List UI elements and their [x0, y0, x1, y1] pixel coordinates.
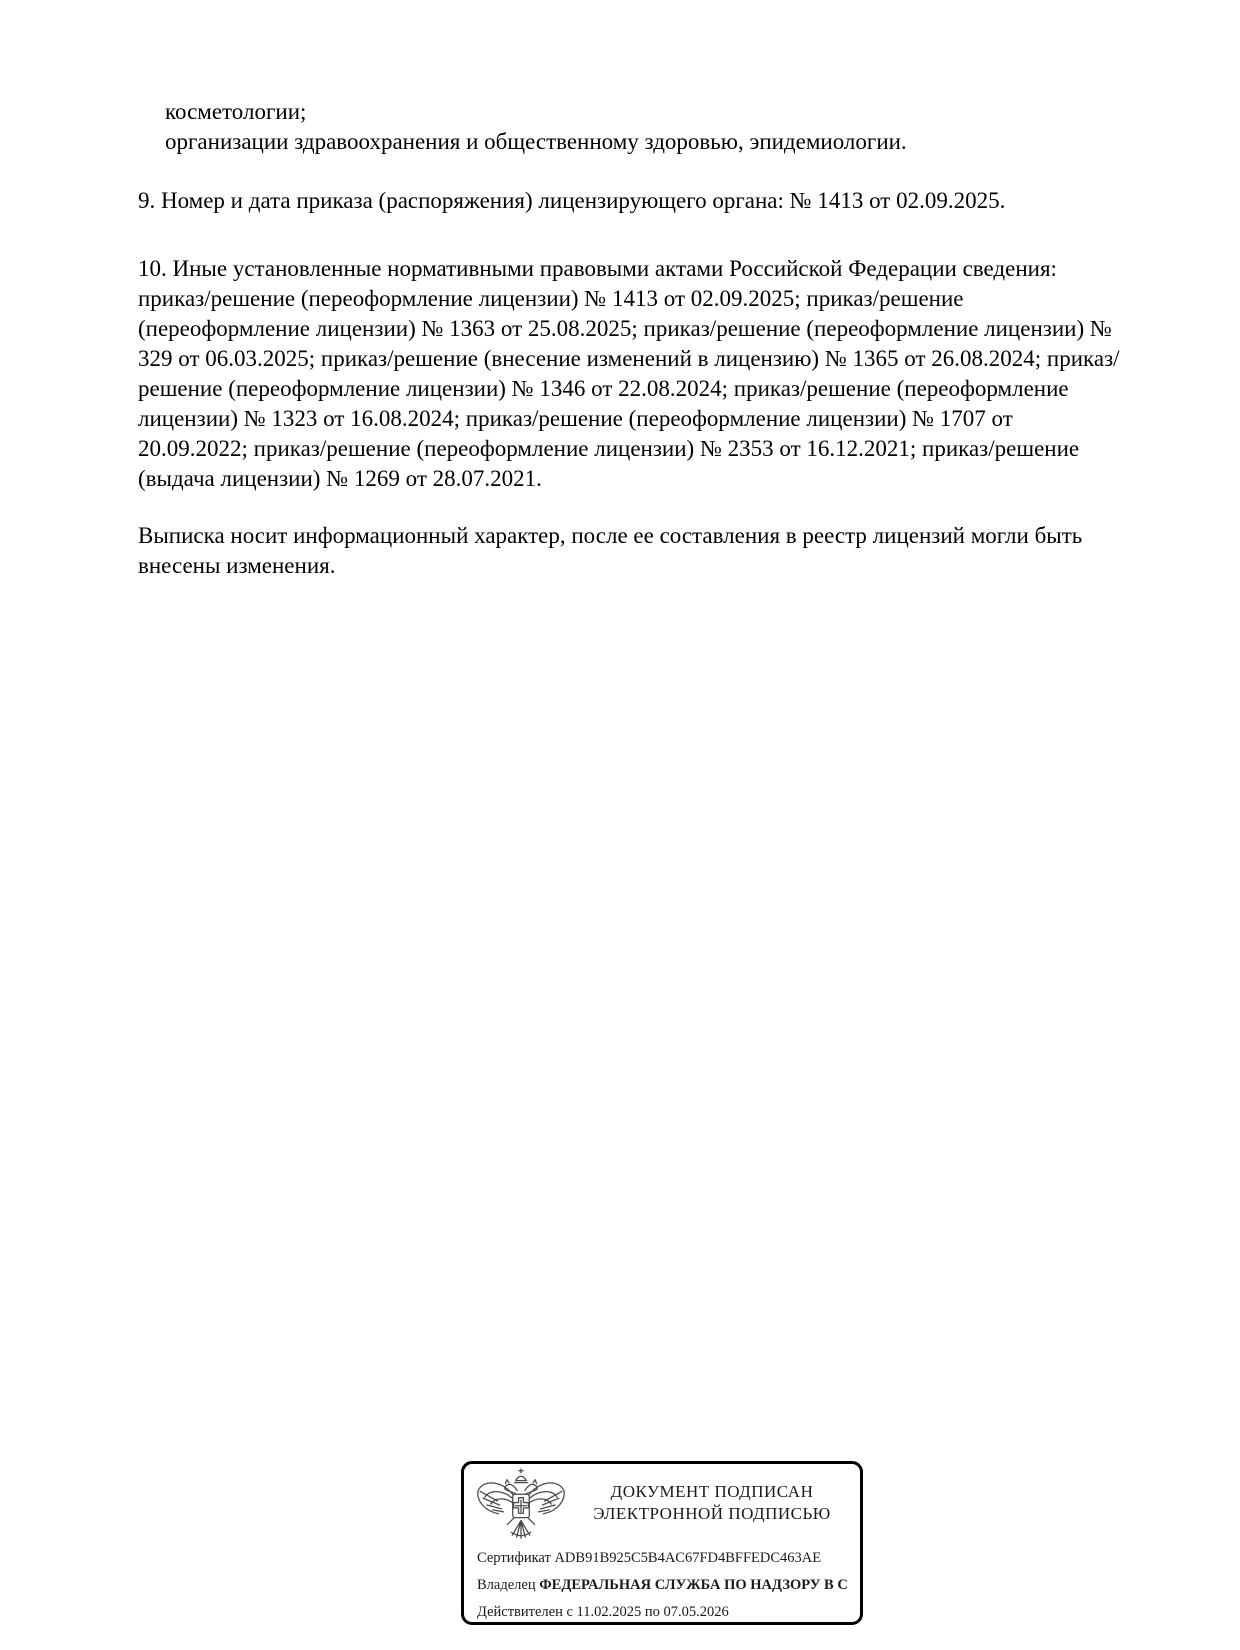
double-headed-eagle-icon [474, 1467, 568, 1543]
certificate-value: ADB91B925C5B4AC67FD4BFFEDC463AE [554, 1550, 822, 1566]
stamp-header [464, 1464, 860, 1544]
activity-line-cosmetology: косметологии; [165, 99, 307, 124]
stamp-details [464, 1544, 860, 1625]
validity-row: Действителен с 11.02.2025 по 07.05.2026 [477, 1604, 729, 1620]
item-10-other-information: 10. Иные установленные нормативными правовыми актами Российской Федерации сведения: приказ/решение (переоформление лицензии) № 1413 от 02.09.2025; приказ/решение (переоформление лицензии) № 1363 от 25.08.2025; приказ/решение (переоформление лицензии) № 329 от 06.03.2025; приказ/решение (внесение изменений в лицензию) № 1365 от 26.08.2024; приказ/решение (переоформление лицензии) № 1346 от 22.08.2024; приказ/решение (переоформление лицензии) № 1323 от 16.08.2024; приказ/решение (переоформление лицензии) № 1707 от 20.09.2022; приказ/решение (переоформление лицензии) № 2353 от 16.12.2021; приказ/решение (выдача лицензии) № 1269 от 28.07.2021. [138, 256, 1120, 491]
item-9-order-number-date: 9. Номер и дата приказа (распоряжения) лицензирующего органа: № 1413 от 02.09.2025. [138, 188, 1006, 213]
certificate-label: Сертификат [477, 1550, 551, 1566]
stamp-title-line1: ДОКУМЕНТ ПОДПИСАН [610, 1482, 814, 1501]
stamp-title [568, 1481, 856, 1525]
activity-line-health-organization: организации здравоохранения и общественному здоровью, эпидемиологии. [165, 129, 907, 154]
owner-label: Владелец [477, 1577, 536, 1593]
license-activities-continuation [138, 97, 1120, 157]
owner-value: ФЕДЕРАЛЬНАЯ СЛУЖБА ПО НАДЗОРУ В С [539, 1577, 848, 1593]
owner-row [477, 1572, 847, 1599]
informational-note: Выписка носит информационный характер, после ее составления в реестр лицензий могли быть внесены изменения. [138, 523, 1083, 578]
digital-signature-stamp [461, 1461, 863, 1625]
certificate-row [477, 1545, 847, 1572]
stamp-title-line2: ЭЛЕКТРОННОЙ ПОДПИСЬЮ [593, 1504, 831, 1523]
document-body [138, 97, 1120, 581]
